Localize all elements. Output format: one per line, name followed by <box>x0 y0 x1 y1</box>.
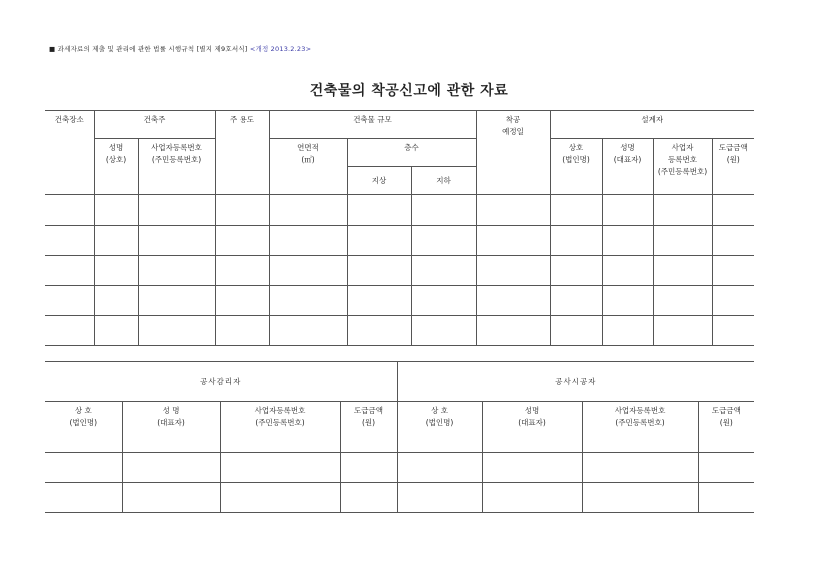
con-amount-sub: (원) <box>719 418 733 427</box>
cell[interactable] <box>397 483 482 513</box>
table-row <box>45 453 754 483</box>
con-reg-sub: (주민등록번호) <box>615 418 665 427</box>
cell[interactable] <box>698 483 754 513</box>
cell[interactable] <box>215 286 269 316</box>
header-designer-amount <box>712 139 754 195</box>
sup-company <box>45 402 122 453</box>
cell[interactable] <box>138 226 215 256</box>
cell[interactable] <box>138 256 215 286</box>
cell[interactable] <box>712 286 754 316</box>
cell[interactable] <box>582 453 698 483</box>
designer-reg-label-2: 등록번호 <box>668 155 697 164</box>
designer-company-label: 상호 <box>568 143 584 152</box>
table-row <box>45 226 754 256</box>
cell[interactable] <box>347 256 411 286</box>
cell[interactable] <box>94 286 138 316</box>
con-name-label: 성명 <box>524 406 540 415</box>
designer-reg-label-3: (주민등록번호) <box>657 167 708 176</box>
cell[interactable] <box>476 226 550 256</box>
cell[interactable] <box>550 195 602 226</box>
cell[interactable] <box>411 316 476 346</box>
cell[interactable] <box>476 195 550 226</box>
con-reg <box>582 402 698 453</box>
con-name-sub: (대표자) <box>518 418 546 427</box>
cell[interactable] <box>476 286 550 316</box>
cell[interactable] <box>482 453 582 483</box>
supervisor-constructor-table <box>45 361 754 513</box>
cell[interactable] <box>653 226 712 256</box>
cell[interactable] <box>220 453 340 483</box>
area-label: 연면적 <box>297 143 319 152</box>
start-label: 착공 <box>505 115 521 124</box>
cell[interactable] <box>602 316 653 346</box>
header-location: 건축장소 <box>45 111 94 195</box>
designer-company-sub: (법인명) <box>562 155 590 164</box>
form-reference-text: ■ 과세자료의 제출 및 관리에 관한 법률 시행규칙 [별지 제9호서식] <box>49 45 248 53</box>
cell[interactable] <box>653 256 712 286</box>
cell[interactable] <box>269 256 347 286</box>
cell[interactable] <box>340 453 397 483</box>
sup-name-sub: (대표자) <box>157 418 185 427</box>
cell[interactable] <box>45 483 122 513</box>
con-reg-label: 사업자등록번호 <box>614 406 666 415</box>
cell[interactable] <box>602 256 653 286</box>
con-company-label: 상 호 <box>431 406 448 415</box>
owner-name-label: 성명 <box>108 143 124 152</box>
header-owner-reg <box>138 139 215 195</box>
owner-reg-sub: (주민등록번호) <box>151 155 202 164</box>
cell[interactable] <box>712 316 754 346</box>
cell[interactable] <box>269 286 347 316</box>
header-designer-reg <box>653 139 712 195</box>
sup-reg-sub: (주민등록번호) <box>255 418 305 427</box>
header-start-date <box>476 111 550 195</box>
sup-reg <box>220 402 340 453</box>
cell[interactable] <box>45 316 94 346</box>
cell[interactable] <box>397 453 482 483</box>
cell[interactable] <box>653 195 712 226</box>
con-name <box>482 402 582 453</box>
cell[interactable] <box>122 483 220 513</box>
cell[interactable] <box>138 316 215 346</box>
cell[interactable] <box>269 226 347 256</box>
designer-amount-sub: (원) <box>726 155 740 164</box>
cell[interactable] <box>45 256 94 286</box>
designer-amount-label: 도급금액 <box>718 143 748 152</box>
cell[interactable] <box>220 483 340 513</box>
sup-company-sub: (법인명) <box>69 418 98 427</box>
cell[interactable] <box>138 195 215 226</box>
cell[interactable] <box>269 316 347 346</box>
cell[interactable] <box>653 286 712 316</box>
table-row <box>45 195 754 226</box>
header-usage: 주 용도 <box>215 111 269 195</box>
construction-start-table <box>45 110 754 346</box>
cell[interactable] <box>411 286 476 316</box>
cell[interactable] <box>215 316 269 346</box>
designer-name-sub: (대표자) <box>613 155 642 164</box>
cell[interactable] <box>215 195 269 226</box>
cell[interactable] <box>411 256 476 286</box>
header-supervisor: 공사감리자 <box>45 362 397 402</box>
sup-amount-label: 도급금액 <box>354 406 384 415</box>
designer-name-label: 성명 <box>620 143 635 152</box>
cell[interactable] <box>94 316 138 346</box>
cell[interactable] <box>45 226 94 256</box>
cell[interactable] <box>45 195 94 226</box>
cell[interactable] <box>269 195 347 226</box>
table-row <box>45 256 754 286</box>
cell[interactable] <box>411 195 476 226</box>
form-reference-note <box>49 44 311 53</box>
cell[interactable] <box>712 226 754 256</box>
sup-company-label: 상 호 <box>74 406 92 415</box>
cell[interactable] <box>94 256 138 286</box>
cell[interactable] <box>476 316 550 346</box>
cell[interactable] <box>138 286 215 316</box>
header-area <box>269 139 347 195</box>
cell[interactable] <box>550 316 602 346</box>
cell[interactable] <box>411 226 476 256</box>
amendment-date: <개정 2013.2.23> <box>249 45 312 53</box>
cell[interactable] <box>94 195 138 226</box>
cell[interactable] <box>712 256 754 286</box>
cell[interactable] <box>602 195 653 226</box>
cell[interactable] <box>215 226 269 256</box>
sup-amount <box>340 402 397 453</box>
cell[interactable] <box>347 286 411 316</box>
cell[interactable] <box>122 453 220 483</box>
cell[interactable] <box>215 256 269 286</box>
cell[interactable] <box>482 483 582 513</box>
designer-reg-label-1: 사업자 <box>671 143 694 152</box>
con-amount-label: 도급금액 <box>711 406 741 415</box>
cell[interactable] <box>698 453 754 483</box>
area-unit: (㎡) <box>301 155 315 164</box>
cell[interactable] <box>340 483 397 513</box>
con-company-sub: (법인명) <box>425 418 454 427</box>
cell[interactable] <box>582 483 698 513</box>
header-below-ground: 지하 <box>411 167 476 195</box>
cell[interactable] <box>347 195 411 226</box>
cell[interactable] <box>550 256 602 286</box>
page-title: 건축물의 착공신고에 관한 자료 <box>309 83 509 99</box>
cell[interactable] <box>653 316 712 346</box>
header-designer-company <box>550 139 602 195</box>
header-constructor: 공사시공자 <box>397 362 754 402</box>
cell[interactable] <box>347 226 411 256</box>
table-row <box>45 316 754 346</box>
cell[interactable] <box>347 316 411 346</box>
cell[interactable] <box>550 286 602 316</box>
header-designer: 설계자 <box>550 111 754 139</box>
cell[interactable] <box>602 286 653 316</box>
sup-name <box>122 402 220 453</box>
header-floors: 층수 <box>347 139 476 167</box>
table-row <box>45 286 754 316</box>
cell[interactable] <box>550 226 602 256</box>
cell[interactable] <box>602 226 653 256</box>
header-scale: 건축물 규모 <box>269 111 476 139</box>
start-label-2: 예정일 <box>502 127 524 136</box>
cell[interactable] <box>94 226 138 256</box>
cell[interactable] <box>45 286 94 316</box>
cell[interactable] <box>712 195 754 226</box>
sup-amount-sub: (원) <box>361 418 376 427</box>
con-amount <box>698 402 754 453</box>
sup-reg-label: 사업자등록번호 <box>254 406 306 415</box>
owner-name-sub: (상호) <box>105 155 127 164</box>
owner-reg-label: 사업자등록번호 <box>151 143 202 152</box>
header-above-ground: 지상 <box>347 167 411 195</box>
cell[interactable] <box>476 256 550 286</box>
table-row <box>45 483 754 513</box>
cell[interactable] <box>45 453 122 483</box>
header-owner: 건축주 <box>94 111 215 139</box>
header-designer-name <box>602 139 653 195</box>
sup-name-label: 성 명 <box>162 406 180 415</box>
con-company <box>397 402 482 453</box>
header-owner-name <box>94 139 138 195</box>
